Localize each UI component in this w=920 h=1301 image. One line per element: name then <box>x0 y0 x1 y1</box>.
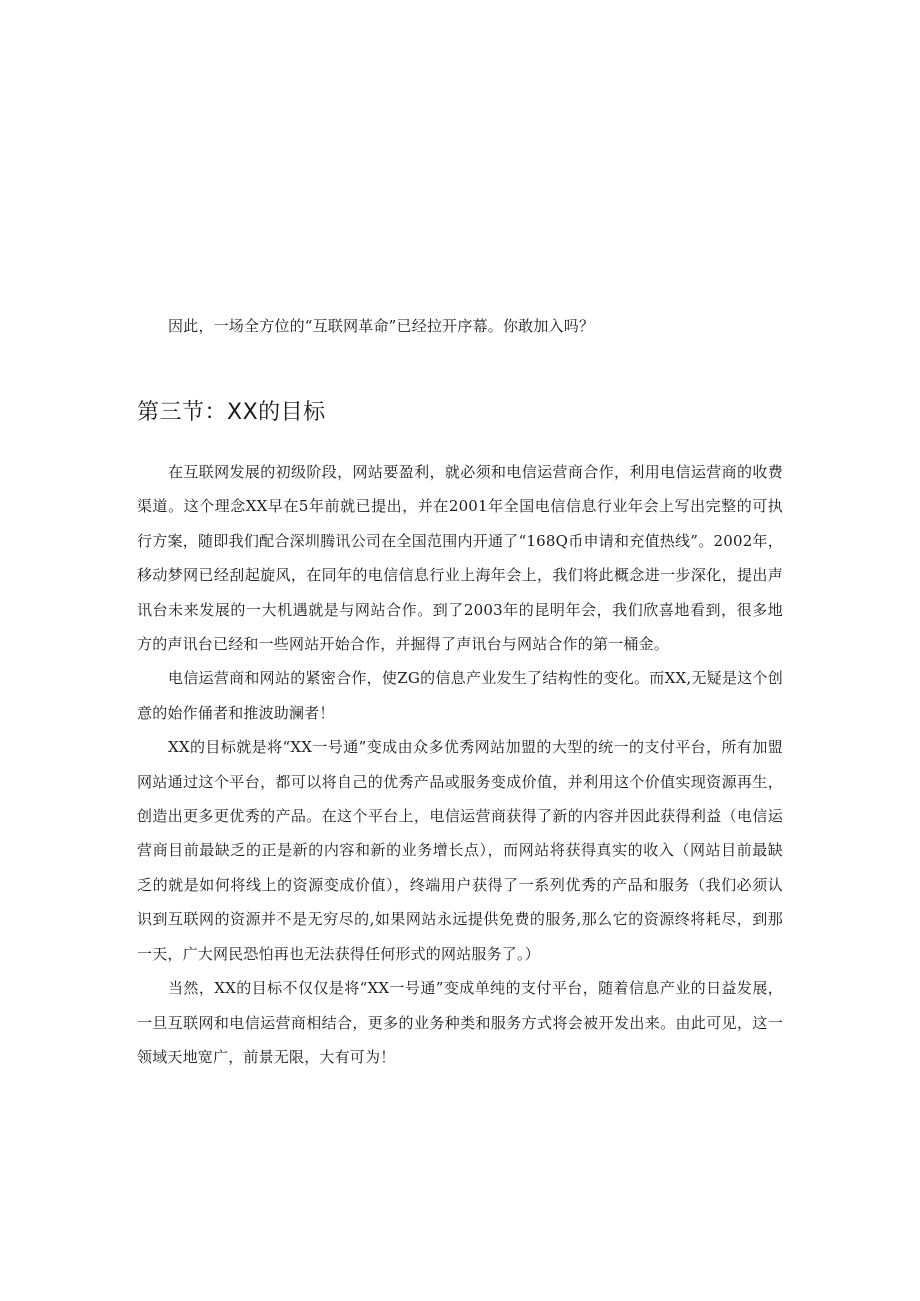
body-paragraph-3: XX的目标就是将“XX一号通”变成由众多优秀网站加盟的大型的统一的支付平台，所有加盟网站通过这个平台，都可以将自己的优秀产品或服务变成价值，并利用这个价值实现资源再生，创造出更多更优秀的产品。在这个平台上，电信运营商获得了新的内容并因此获得利益（电信运营商目前最缺乏的正是新的内容和新的业务增长点），而网站将获得真实的收入（网站目前最缺乏的就是如何将线上的资源变成价值），终端用户获得了一系列优秀的产品和服务（我们必须认识到互联网的资源并不是无穷尽的,如果网站永远提供免费的服务,那么它的资源终将耗尽，到那一天，广大网民恐怕再也无法获得任何形式的网站服务了。） <box>137 738 783 963</box>
body-paragraph-4: 当然，XX的目标不仅仅是将“XX一号通”变成单纯的支付平台，随着信息产业的日益发展，一旦互联网和电信运营商相结合，更多的业务种类和服务方式将会被开发出来。由此可见，这一领域天地宽广，前景无限，大有可为！ <box>137 979 783 1066</box>
section-body <box>137 455 783 1074</box>
body-paragraph-2: 电信运营商和网站的紧密合作，使ZG的信息产业发生了结构性的变化。而XX,无疑是这个创意的始作俑者和推波助澜者！ <box>137 669 783 722</box>
intro-paragraph: 因此，一场全方位的“互联网革命”已经拉开序幕。你敢加入吗？ <box>168 317 595 335</box>
section-heading: 第三节：XX的目标 <box>137 400 326 425</box>
body-paragraph-1: 在互联网发展的初级阶段，网站要盈利，就必须和电信运营商合作，利用电信运营商的收费渠道。这个理念XX早在5年前就已提出，并在2001年全国电信信息行业年会上写出完整的可执行方案，随即我们配合深圳腾讯公司在全国范围内开通了“168Q币申请和充值热线”。2002年，移动梦网已经刮起旋风，在同年的电信信息行业上海年会上，我们将此概念进一步深化，提出声讯台未来发展的一大机遇就是与网站合作。到了2003年的昆明年会，我们欣喜地看到，很多地方的声讯台已经和一些网站开始合作，并掘得了声讯台与网站合作的第一桶金。 <box>137 463 783 654</box>
